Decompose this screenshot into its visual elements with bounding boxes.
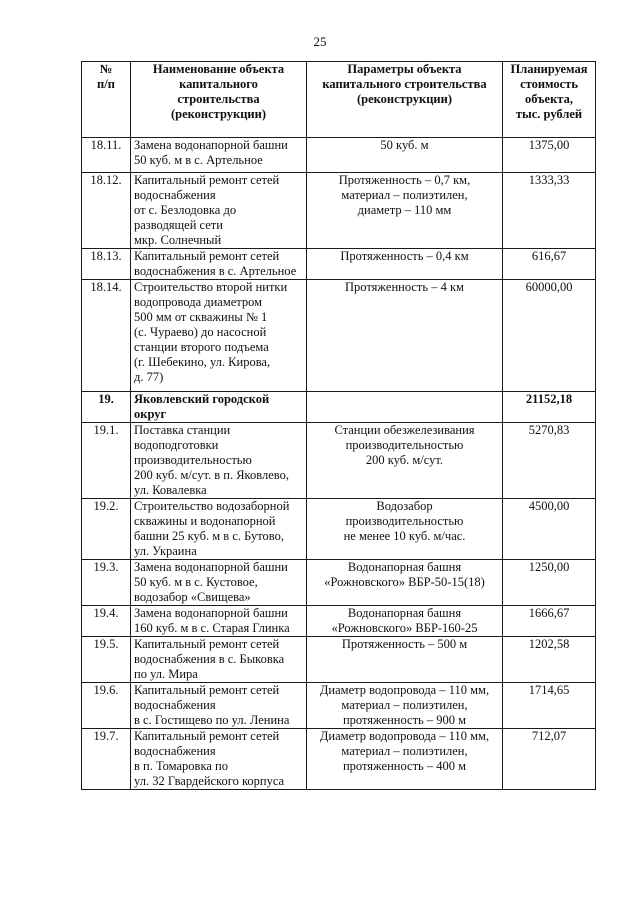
cell-params <box>307 637 503 683</box>
cell-name <box>131 637 307 683</box>
table-row <box>82 280 596 392</box>
table-row <box>82 173 596 249</box>
cell-cost <box>503 637 596 683</box>
cell-cost <box>503 606 596 637</box>
cell-cost <box>503 683 596 729</box>
cell-cost <box>503 560 596 606</box>
cell-name <box>131 249 307 280</box>
capital-construction-table <box>81 61 596 790</box>
table-row <box>82 249 596 280</box>
cell-num <box>82 560 131 606</box>
cell-num <box>82 280 131 392</box>
cell-num <box>82 423 131 499</box>
cell-params-text: 50 куб. м <box>380 138 429 152</box>
cell-num-text: 19.5. <box>93 637 119 651</box>
cell-name <box>131 423 307 499</box>
cell-name <box>131 138 307 173</box>
cell-params-text: Протяженность – 0,7 км, материал – полиэтилен, диаметр – 110 мм <box>338 173 471 217</box>
cell-params-text: Водонапорная башня «Рожновского» ВБР-50-15(18) <box>324 560 485 589</box>
cell-cost <box>503 173 596 249</box>
table-row <box>82 499 596 560</box>
cell-params <box>307 606 503 637</box>
cell-num-text: 19.4. <box>93 606 119 620</box>
table-row <box>82 560 596 606</box>
cell-num-text: 19. <box>98 392 114 406</box>
cell-cost <box>503 392 596 423</box>
cell-cost <box>503 729 596 790</box>
cell-params <box>307 499 503 560</box>
cell-name <box>131 683 307 729</box>
cell-cost <box>503 249 596 280</box>
header-cost: Планируемая стоимость объекта, тыс. рублей <box>503 62 596 138</box>
cell-num <box>82 499 131 560</box>
cell-params <box>307 280 503 392</box>
cell-cost-text: 1714,65 <box>528 683 570 697</box>
cell-params <box>307 173 503 249</box>
cell-num-text: 18.14. <box>90 280 122 294</box>
table-row <box>82 138 596 173</box>
cell-params <box>307 683 503 729</box>
cell-num <box>82 173 131 249</box>
cell-params-text: Протяженность – 500 м <box>341 637 468 651</box>
cell-cost-text: 712,07 <box>531 729 567 743</box>
cell-cost-text: 60000,00 <box>525 280 573 294</box>
cell-name-text: Капитальный ремонт сетей водоснабжения в с. Быковка по ул. Мира <box>134 637 285 681</box>
cell-name-text: Капитальный ремонт сетей водоснабжения от с. Безлодовка до разводящей сети мкр. Солнечный <box>134 173 280 247</box>
cell-name <box>131 729 307 790</box>
cell-params <box>307 560 503 606</box>
cell-num-text: 18.13. <box>90 249 122 263</box>
cell-name-text: Замена водонапорной башни 50 куб. м в с. Кустовое, водозабор «Свищева» <box>134 560 288 604</box>
header-params: Параметры объекта капитального строительства (реконструкции) <box>307 62 503 138</box>
cell-params <box>307 729 503 790</box>
cell-params <box>307 249 503 280</box>
cell-num-text: 19.1. <box>93 423 119 437</box>
table-header-row <box>82 62 596 138</box>
cell-cost-text: 616,67 <box>531 249 567 263</box>
cell-params <box>307 392 503 423</box>
cell-cost <box>503 280 596 392</box>
cell-num-text: 19.3. <box>93 560 119 574</box>
cell-name <box>131 606 307 637</box>
cell-name <box>131 499 307 560</box>
table-row <box>82 729 596 790</box>
cell-name-text: Поставка станции водоподготовки производительностью 200 куб. м/сут. в п. Яковлево, ул. Ковалевка <box>134 423 289 497</box>
cell-name-text: Капитальный ремонт сетей водоснабжения в с. Артельное <box>134 249 297 278</box>
cell-num <box>82 683 131 729</box>
cell-name-text: Строительство водозаборной скважины и водонапорной башни 25 куб. м в с. Бутово, ул. Украина <box>134 499 290 558</box>
table-row <box>82 683 596 729</box>
cell-name <box>131 392 307 423</box>
cell-params-text: Водозабор производительностью не менее 10 куб. м/час. <box>343 499 466 543</box>
page-number: 25 <box>313 34 327 49</box>
cell-params-text: Станции обезжелезивания производительностью 200 куб. м/сут. <box>334 423 475 467</box>
cell-num <box>82 606 131 637</box>
cell-params-text: Диаметр водопровода – 110 мм, материал – полиэтилен, протяженность – 400 м <box>319 729 490 773</box>
cell-cost-text: 1375,00 <box>528 138 570 152</box>
table-body <box>82 138 596 790</box>
table-row <box>82 423 596 499</box>
cell-num-text: 18.12. <box>90 173 122 187</box>
cell-name <box>131 560 307 606</box>
cell-params <box>307 423 503 499</box>
cell-cost-text: 5270,83 <box>528 423 570 437</box>
cell-num-text: 19.7. <box>93 729 119 743</box>
header-num: № п/п <box>82 62 131 138</box>
cell-cost-text: 1202,58 <box>528 637 570 651</box>
cell-name-text: Замена водонапорной башни 50 куб. м в с. Артельное <box>134 138 288 167</box>
cell-name-text: Замена водонапорной башни 160 куб. м в с. Старая Глинка <box>134 606 290 635</box>
cell-params-text: Протяженность – 0,4 км <box>340 249 469 263</box>
cell-cost-text: 1250,00 <box>528 560 570 574</box>
table-row <box>82 606 596 637</box>
cell-num <box>82 637 131 683</box>
table-row <box>82 637 596 683</box>
cell-params <box>307 138 503 173</box>
header-name: Наименование объекта капитального строительства (реконструкции) <box>131 62 307 138</box>
cell-num-text: 19.6. <box>93 683 119 697</box>
cell-name-text: Строительство второй нитки водопровода диаметром 500 мм от скважины № 1 (с. Чураево) до насосной станции второго подъема (г. Шебекино, ул. Кирова, д. 77) <box>134 280 288 384</box>
cell-name-text: Яковлевский городской округ <box>134 392 270 421</box>
cell-cost <box>503 499 596 560</box>
cell-cost <box>503 138 596 173</box>
cell-cost-text: 1666,67 <box>528 606 570 620</box>
cell-num <box>82 249 131 280</box>
cell-num <box>82 392 131 423</box>
cell-cost-text: 1333,33 <box>528 173 570 187</box>
cell-params-text: Диаметр водопровода – 110 мм, материал – полиэтилен, протяженность – 900 м <box>319 683 490 727</box>
cell-name-text: Капитальный ремонт сетей водоснабжения в с. Гостищево по ул. Ленина <box>134 683 290 727</box>
cell-name <box>131 173 307 249</box>
cell-num <box>82 138 131 173</box>
cell-num-text: 18.11. <box>90 138 122 152</box>
cell-params-text: Водонапорная башня «Рожновского» ВБР-160-25 <box>331 606 478 635</box>
cell-name-text: Капитальный ремонт сетей водоснабжения в п. Томаровка по ул. 32 Гвардейского корпуса <box>134 729 285 788</box>
cell-cost-text: 21152,18 <box>525 392 573 406</box>
cell-num <box>82 729 131 790</box>
table-row <box>82 392 596 423</box>
cell-params-text: Протяженность – 4 км <box>345 280 464 294</box>
cell-cost-text: 4500,00 <box>528 499 570 513</box>
cell-name <box>131 280 307 392</box>
cell-num-text: 19.2. <box>93 499 119 513</box>
cell-cost <box>503 423 596 499</box>
